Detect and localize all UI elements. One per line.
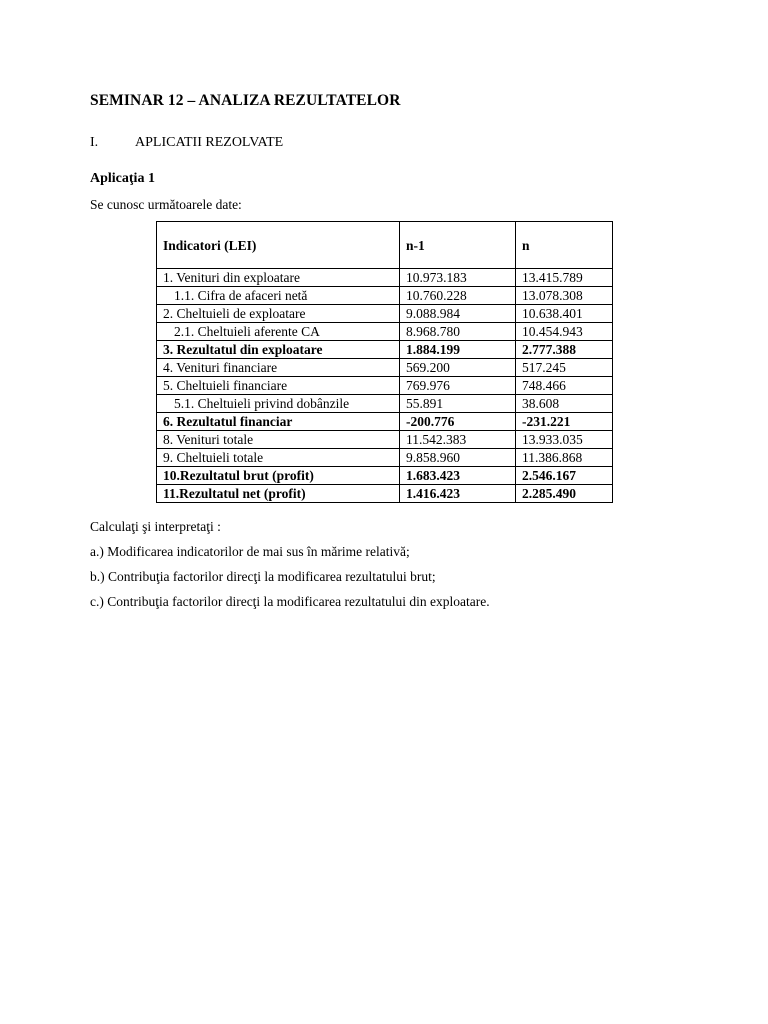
table-header-row xyxy=(157,222,613,269)
row-label: 11.Rezultatul net (profit) xyxy=(157,485,400,503)
intro-text: Se cunosc următoarele date: xyxy=(90,197,242,212)
question-c: c.) Contribuţia factorilor direcţi la modificarea rezultatului din exploatare. xyxy=(90,594,490,609)
section-number: I. xyxy=(90,135,99,150)
table-row xyxy=(157,413,613,431)
table-row xyxy=(157,395,613,413)
row-value-curr: 10.454.943 xyxy=(516,323,613,341)
row-value-prev: -200.776 xyxy=(400,413,516,431)
row-value-prev: 769.976 xyxy=(400,377,516,395)
table-row xyxy=(157,359,613,377)
row-label: 1.1. Cifra de afaceri netă xyxy=(157,287,400,305)
table-row xyxy=(157,341,613,359)
table-row xyxy=(157,287,613,305)
row-value-prev: 8.968.780 xyxy=(400,323,516,341)
row-label: 9. Cheltuieli totale xyxy=(157,449,400,467)
question-b: b.) Contribuţia factorilor direcţi la modificarea rezultatului brut; xyxy=(90,569,436,584)
row-value-curr: 2.285.490 xyxy=(516,485,613,503)
row-value-curr: 2.546.167 xyxy=(516,467,613,485)
header-indicators: Indicatori (LEI) xyxy=(157,222,400,269)
row-label: 4. Venituri financiare xyxy=(157,359,400,377)
row-value-prev: 1.884.199 xyxy=(400,341,516,359)
row-value-prev: 1.416.423 xyxy=(400,485,516,503)
header-previous-year: n-1 xyxy=(400,222,516,269)
application-title: Aplicaţia 1 xyxy=(90,171,155,186)
table-row xyxy=(157,269,613,287)
row-value-curr: 517.245 xyxy=(516,359,613,377)
row-value-prev: 55.891 xyxy=(400,395,516,413)
row-value-curr: 11.386.868 xyxy=(516,449,613,467)
questions-lead: Calculaţi şi interpretaţi : xyxy=(90,519,221,534)
row-value-prev: 11.542.383 xyxy=(400,431,516,449)
row-value-curr: -231.221 xyxy=(516,413,613,431)
row-label: 5. Cheltuieli financiare xyxy=(157,377,400,395)
table-row xyxy=(157,323,613,341)
row-value-curr: 13.078.308 xyxy=(516,287,613,305)
row-label: 1. Venituri din exploatare xyxy=(157,269,400,287)
row-label: 2.1. Cheltuieli aferente CA xyxy=(157,323,400,341)
row-value-prev: 1.683.423 xyxy=(400,467,516,485)
row-value-prev: 569.200 xyxy=(400,359,516,377)
table-row xyxy=(157,485,613,503)
indicators-table xyxy=(156,221,613,503)
row-value-prev: 9.088.984 xyxy=(400,305,516,323)
row-label: 8. Venituri totale xyxy=(157,431,400,449)
question-a: a.) Modificarea indicatorilor de mai sus în mărime relativă; xyxy=(90,544,410,559)
section-title: APLICATII REZOLVATE xyxy=(135,135,284,150)
row-value-prev: 10.973.183 xyxy=(400,269,516,287)
row-value-curr: 13.415.789 xyxy=(516,269,613,287)
page-title: SEMINAR 12 – ANALIZA REZULTATELOR xyxy=(90,92,401,109)
row-value-prev: 9.858.960 xyxy=(400,449,516,467)
row-label: 2. Cheltuieli de exploatare xyxy=(157,305,400,323)
row-value-curr: 748.466 xyxy=(516,377,613,395)
row-value-curr: 2.777.388 xyxy=(516,341,613,359)
table-row xyxy=(157,305,613,323)
table-row xyxy=(157,467,613,485)
row-value-curr: 13.933.035 xyxy=(516,431,613,449)
row-value-prev: 10.760.228 xyxy=(400,287,516,305)
row-label: 3. Rezultatul din exploatare xyxy=(157,341,400,359)
row-value-curr: 38.608 xyxy=(516,395,613,413)
table-row xyxy=(157,377,613,395)
header-current-year: n xyxy=(516,222,613,269)
table-row xyxy=(157,431,613,449)
row-label: 6. Rezultatul financiar xyxy=(157,413,400,431)
row-value-curr: 10.638.401 xyxy=(516,305,613,323)
section-heading xyxy=(90,135,283,151)
row-label: 5.1. Cheltuieli privind dobânzile xyxy=(157,395,400,413)
row-label: 10.Rezultatul brut (profit) xyxy=(157,467,400,485)
table-row xyxy=(157,449,613,467)
